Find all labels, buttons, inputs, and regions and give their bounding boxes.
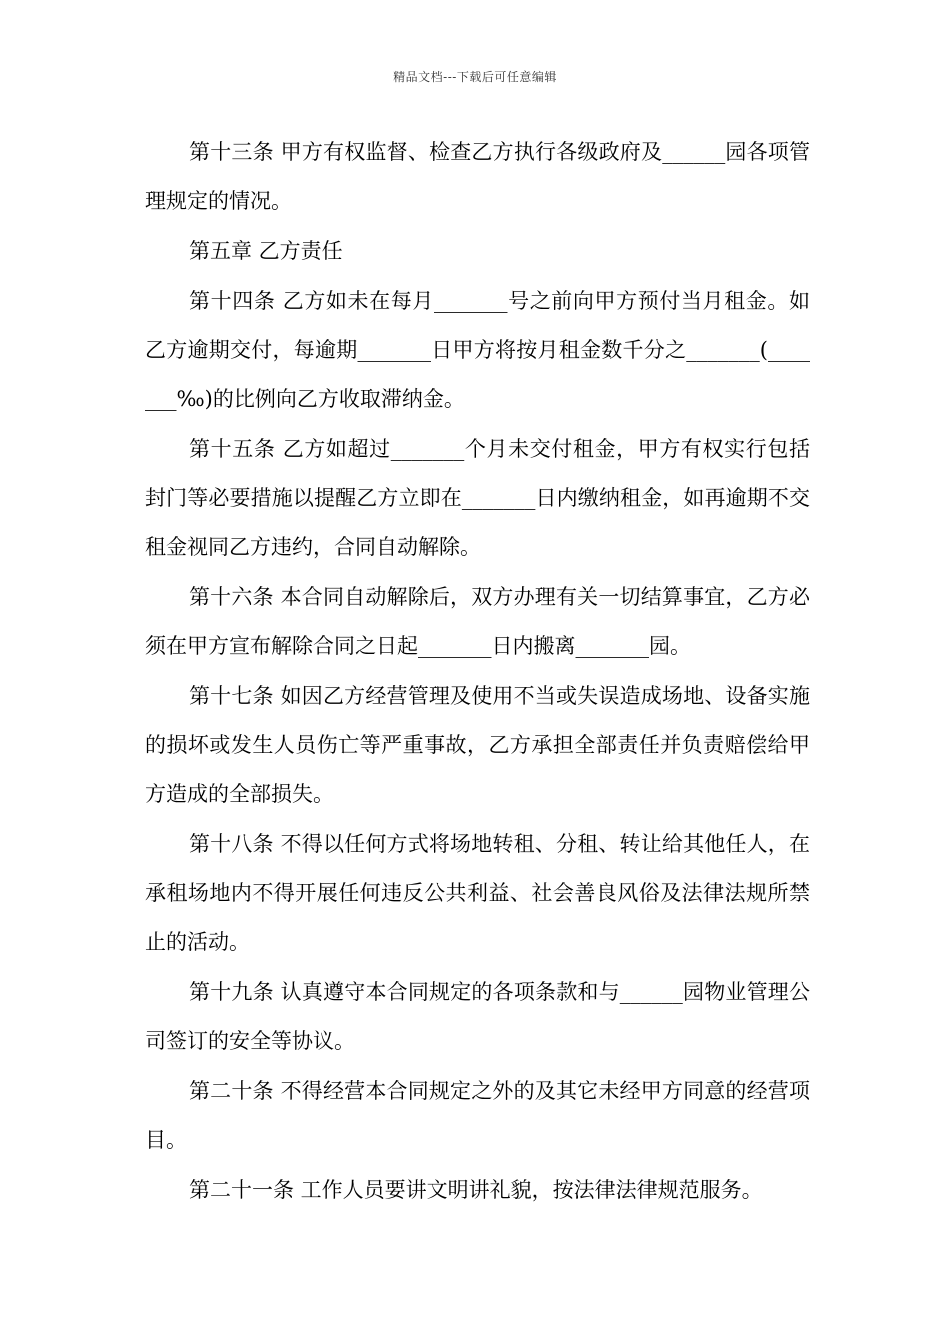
article-16: 第十六条 本合同自动解除后，双方办理有关一切结算事宜，乙方必须在甲方宣布解除合同之日起_______日内搬离_______园。 [145, 585, 810, 658]
document-body [145, 128, 810, 1216]
article-18: 第十八条 不得以任何方式将场地转租、分租、转让给其他任人，在承租场地内不得开展任何违反公共利益、社会善良风俗及法律法规所禁止的活动。 [145, 832, 810, 954]
article-19: 第十九条 认真遵守本合同规定的各项条款和与______园物业管理公司签订的安全等协议。 [145, 980, 810, 1053]
page-header: 精品文档---下载后可任意编辑 [393, 70, 557, 84]
article-15: 第十五条 乙方如超过_______个月未交付租金，甲方有权实行包括封门等必要措施以提醒乙方立即在_______日内缴纳租金，如再逾期不交租金视同乙方违约，合同自动解除。 [145, 437, 810, 559]
article-21: 第二十一条 工作人员要讲文明讲礼貌，按法律法律规范服务。 [189, 1178, 763, 1202]
article-20: 第二十条 不得经营本合同规定之外的及其它未经甲方同意的经营项目。 [145, 1079, 810, 1152]
article-14: 第十四条 乙方如未在每月_______号之前向甲方预付当月租金。如乙方逾期交付，每逾期_______日甲方将按月租金数千分之_______(_______‰)的比例向乙方收取滞纳金。 [145, 289, 810, 411]
article-13: 第十三条 甲方有权监督、检查乙方执行各级政府及______园各项管理规定的情况。 [145, 140, 810, 213]
article-17: 第十七条 如因乙方经营管理及使用不当或失误造成场地、设备实施的损坏或发生人员伤亡等严重事故，乙方承担全部责任并负责赔偿给甲方造成的全部损失。 [145, 684, 810, 806]
chapter-5-heading: 第五章 乙方责任 [189, 239, 343, 263]
